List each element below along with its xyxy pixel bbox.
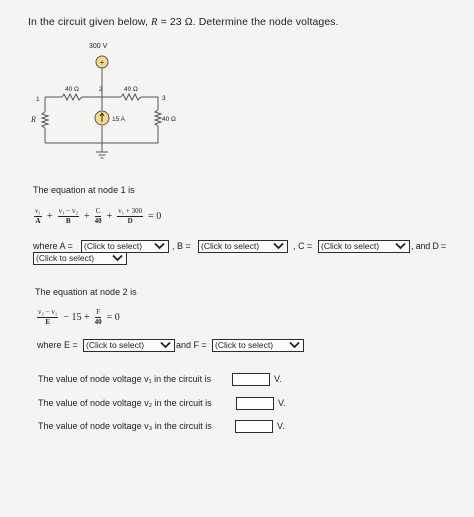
select-b-text: (Click to select) <box>201 241 260 251</box>
chevron-down-icon <box>112 254 123 265</box>
node-1-label: 1 <box>36 96 40 103</box>
eq2-t2-num: F <box>96 308 101 316</box>
eq1-op2: + <box>83 210 90 222</box>
eq1-t1-num: v₁ <box>35 207 41 215</box>
chevron-down-icon <box>395 242 406 253</box>
select-f[interactable] <box>212 339 304 352</box>
chevron-down-icon <box>273 242 284 253</box>
v1-answer-input[interactable] <box>232 373 270 386</box>
select-c[interactable] <box>318 240 410 253</box>
node1-intro: The equation at node 1 is <box>33 185 135 195</box>
eq2-t1-den: E <box>45 318 50 326</box>
chevron-down-icon <box>160 341 171 352</box>
resistor-r-icon <box>42 112 48 128</box>
r-left-top-label: 40 Ω <box>65 86 79 93</box>
where-a-label: where A = <box>33 241 73 251</box>
select-e-text: (Click to select) <box>86 340 145 350</box>
r-label: R <box>31 115 36 124</box>
eq2-t2-den: 40 <box>94 318 102 326</box>
eq1-op1: + <box>46 210 53 222</box>
node-2-label: 2 <box>99 86 103 93</box>
node-3-label: 3 <box>162 95 166 102</box>
where-e-label: where E = <box>37 340 78 350</box>
v2-label: The value of node voltage v₂ in the circuit is <box>38 398 212 408</box>
v3-answer-input[interactable] <box>235 420 273 433</box>
eq2-t1-num: v₂ − v₁ <box>38 308 58 316</box>
circuit-wires <box>45 68 158 152</box>
eq2-rhs: = 0 <box>106 311 120 323</box>
node1-equation <box>34 208 161 225</box>
eq1-rhs: = 0 <box>148 210 162 222</box>
eq2-mid: − 15 + <box>63 311 90 323</box>
where-f-label: and F = <box>176 340 207 350</box>
select-f-text: (Click to select) <box>215 340 274 350</box>
v2-unit: V. <box>278 398 286 408</box>
select-b[interactable] <box>198 240 288 253</box>
where-c-label: , C = <box>293 241 313 251</box>
select-e[interactable] <box>83 339 175 352</box>
question-prefix: In the circuit given below, <box>28 16 152 28</box>
question-text <box>28 16 339 28</box>
eq1-t2-num: v₁ − v₂ <box>58 207 78 215</box>
question-var: R <box>151 17 158 28</box>
eq1-t4-den: D <box>127 217 133 225</box>
v3-unit: V. <box>277 421 285 431</box>
r-right-label: 40 Ω <box>162 116 176 123</box>
eq1-op3: + <box>106 210 113 222</box>
eq1-t4-num: v₁ + 300 <box>118 207 143 215</box>
where-b-label: , B = <box>172 241 191 251</box>
ground-icon <box>96 152 108 158</box>
select-d-text: (Click to select) <box>36 253 95 263</box>
select-a-text: (Click to select) <box>84 241 143 251</box>
node2-equation <box>37 309 120 326</box>
where-d-label: , and D = <box>411 241 446 251</box>
chevron-down-icon <box>289 341 300 352</box>
question-suffix: = 23 Ω. Determine the node voltages. <box>157 16 339 28</box>
v1-unit: V. <box>274 374 282 384</box>
resistor-left-top-icon <box>62 94 82 100</box>
v2-answer-input[interactable] <box>236 397 274 410</box>
circuit-diagram <box>25 40 200 170</box>
resistor-right-top-icon <box>121 94 141 100</box>
eq1-t3-den: 40 <box>94 217 102 225</box>
select-d[interactable] <box>33 252 127 265</box>
source-voltage-label: 300 V <box>89 43 108 50</box>
eq1-t2-den: B <box>65 217 71 225</box>
eq1-t1-den: A <box>35 217 41 225</box>
select-c-text: (Click to select) <box>321 241 380 251</box>
eq1-t3-num: C <box>95 207 101 215</box>
current-source-label: 15 A <box>112 116 126 123</box>
resistor-right-icon <box>155 110 161 126</box>
node2-intro: The equation at node 2 is <box>35 287 137 297</box>
voltage-source-sign: + <box>99 58 105 67</box>
v3-label: The value of node voltage v₃ in the circuit is <box>38 421 212 431</box>
r-right-top-label: 40 Ω <box>124 86 138 93</box>
v1-label: The value of node voltage v₁ in the circuit is <box>38 374 212 384</box>
chevron-down-icon <box>154 242 165 253</box>
